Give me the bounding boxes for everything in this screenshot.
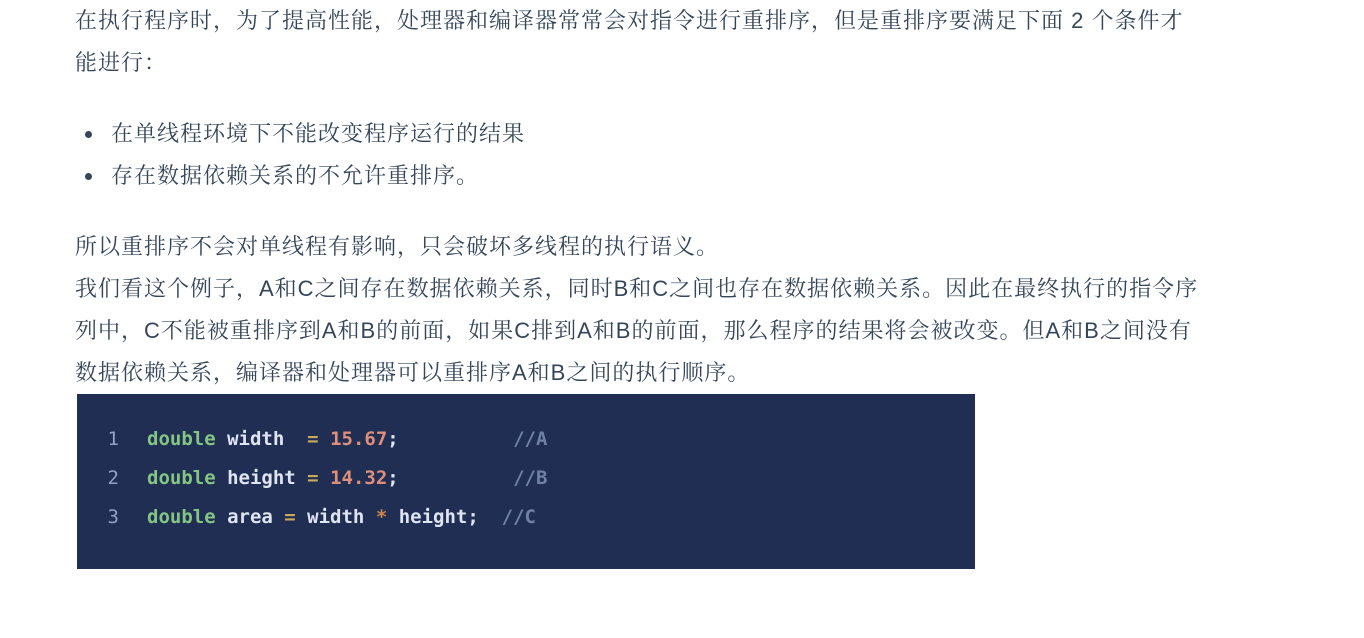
code-lines bbox=[105, 420, 975, 537]
code-token-operator_eq: = bbox=[307, 428, 319, 450]
code-text bbox=[147, 506, 536, 528]
code-token-operator_eq: = bbox=[307, 467, 319, 489]
paragraph-intro: 在执行程序时，为了提高性能，处理器和编译器常常会对指令进行重排序，但是重排序要满足下面 2 个条件才能进行： bbox=[75, 8, 1184, 75]
code-token-operator_star: * bbox=[375, 506, 388, 528]
code-token-number: 15.67 bbox=[330, 428, 388, 450]
code-token-comment: //A bbox=[513, 428, 548, 450]
code-token-plain bbox=[319, 467, 330, 489]
code-token-keyword: double bbox=[147, 428, 216, 450]
code-token-plain bbox=[479, 506, 502, 528]
code-token-plain bbox=[319, 428, 330, 450]
paragraph-conclusion: 所以重排序不会对单线程有影响，只会破坏多线程的执行语义。 bbox=[75, 234, 720, 259]
code-token-plain: height bbox=[215, 467, 308, 489]
code-token-plain: width bbox=[295, 506, 376, 528]
code-token-number: 14.32 bbox=[330, 467, 388, 489]
bullet-item-single-thread: • 在单线程环境下不能改变程序运行的结果 bbox=[105, 114, 1200, 154]
code-token-plain: ; bbox=[387, 467, 399, 489]
line-number: 3 bbox=[107, 506, 119, 528]
code-text bbox=[147, 428, 547, 450]
bullet-item-data-dependency: • 存在数据依赖关系的不允许重排序。 bbox=[105, 156, 1200, 196]
code-block bbox=[77, 394, 975, 569]
code-text bbox=[147, 467, 547, 489]
code-line bbox=[105, 420, 975, 459]
code-token-plain: width bbox=[215, 428, 308, 450]
bullet-list bbox=[75, 114, 1200, 196]
code-token-operator_eq: = bbox=[284, 506, 296, 528]
code-line bbox=[105, 498, 975, 537]
code-token-plain: height; bbox=[387, 506, 479, 528]
code-token-comment: //C bbox=[501, 506, 536, 528]
code-line bbox=[105, 459, 975, 498]
code-token-plain bbox=[399, 467, 513, 489]
code-token-plain bbox=[399, 428, 513, 450]
line-number: 2 bbox=[107, 467, 119, 489]
code-token-keyword: double bbox=[147, 467, 216, 489]
code-token-plain: area bbox=[215, 506, 285, 528]
code-token-plain: ; bbox=[387, 428, 399, 450]
code-token-comment: //B bbox=[513, 467, 548, 489]
paragraph-example: 我们看这个例子，A和C之间存在数据依赖关系，同时B和C之间也存在数据依赖关系。因此在最终执行的指令序列中，C不能被重排序到A和B的前面，如果C排到A和B的前面，那么程序的结果将会被改变。但A和B之间没有数据依赖关系，编译器和处理器可以重排序A和B之间的执行顺序。 bbox=[75, 276, 1199, 385]
line-number: 1 bbox=[107, 428, 119, 450]
code-token-keyword: double bbox=[147, 506, 216, 528]
